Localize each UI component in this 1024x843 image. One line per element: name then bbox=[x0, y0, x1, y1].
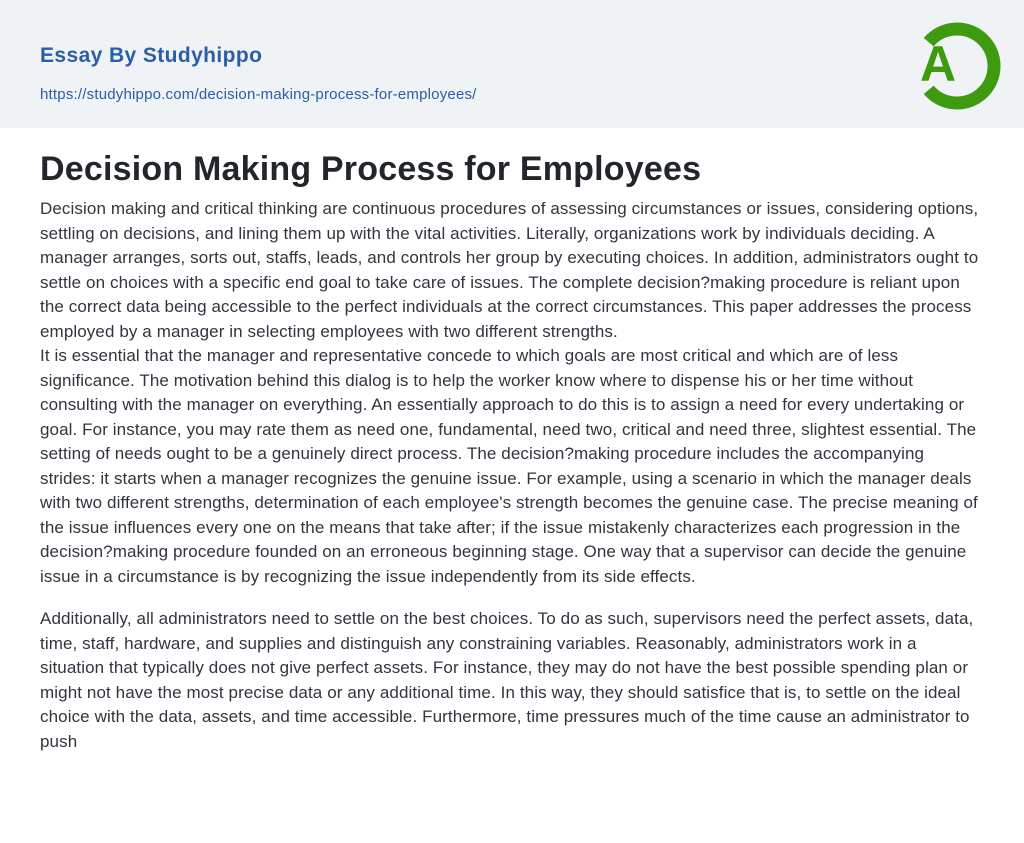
site-title: Essay By Studyhippo bbox=[40, 44, 263, 67]
essay-content bbox=[0, 150, 1024, 754]
article-paragraph-3: Additionally, all administrators need to settle on the best choices. To do as such, supervisors need the perfect assets, data, time, staff, hardware, and supplies and distinguish any constraining variables. Reasonably, administrators work in a situation that typically does not give perfect assets. For instance, they may do not have the best possible spending plan or might not have the most precise data or any additional time. In this way, they should satisfice that is, to settle on the ideal choice with the data, assets, and time accessible. Furthermore, time pressures much of the time cause an administrator to push bbox=[40, 609, 974, 751]
article-paragraph-1: Decision making and critical thinking are continuous procedures of assessing circumstances or issues, considering options, settling on decisions, and lining them up with the vital activities. Literally, organizations work by individuals deciding. A manager arranges, sorts out, staffs, leads, and controls her group by executing choices. In addition, administrators ought to settle on choices with a specific end goal to take care of issues. The complete decision?making procedure is reliant upon the correct data being accessible to the perfect individuals at the correct circumstances. This paper addresses the process employed by a manager in selecting employees with two different strengths. bbox=[40, 199, 979, 341]
logo-letter: A bbox=[920, 36, 957, 92]
article-title: Decision Making Process for Employees bbox=[40, 150, 702, 188]
page-header bbox=[0, 0, 1024, 128]
page-url-link[interactable]: https://studyhippo.com/decision-making-process-for-employees/ bbox=[40, 86, 477, 103]
studyhippo-logo-icon bbox=[912, 21, 1002, 111]
article-paragraph-2: It is essential that the manager and representative concede to which goals are most critical and which are of less significance. The motivation behind this dialog is to help the worker know where to dispense his or her time without consulting with the manager on everything. An essentially approach to do this is to assign a need for every undertaking or goal. For instance, you may rate them as need one, fundamental, need two, critical and need three, slightest essential. The setting of needs ought to be a genuinely direct process. The decision?making procedure includes the accompanying strides: it starts when a manager recognizes the genuine issue. For example, using a scenario in which the manager deals with two different strengths, determination of each employee's strength becomes the genuine case. The precise meaning of the issue influences every one on the means that take after; if the issue mistakenly characterizes each progression in the decision?making procedure founded on an erroneous beginning stage. One way that a supervisor can decide the genuine issue in a circumstance is by recognizing the issue independently from its side effects. bbox=[40, 346, 978, 586]
logo-arc-icon bbox=[912, 21, 1002, 111]
